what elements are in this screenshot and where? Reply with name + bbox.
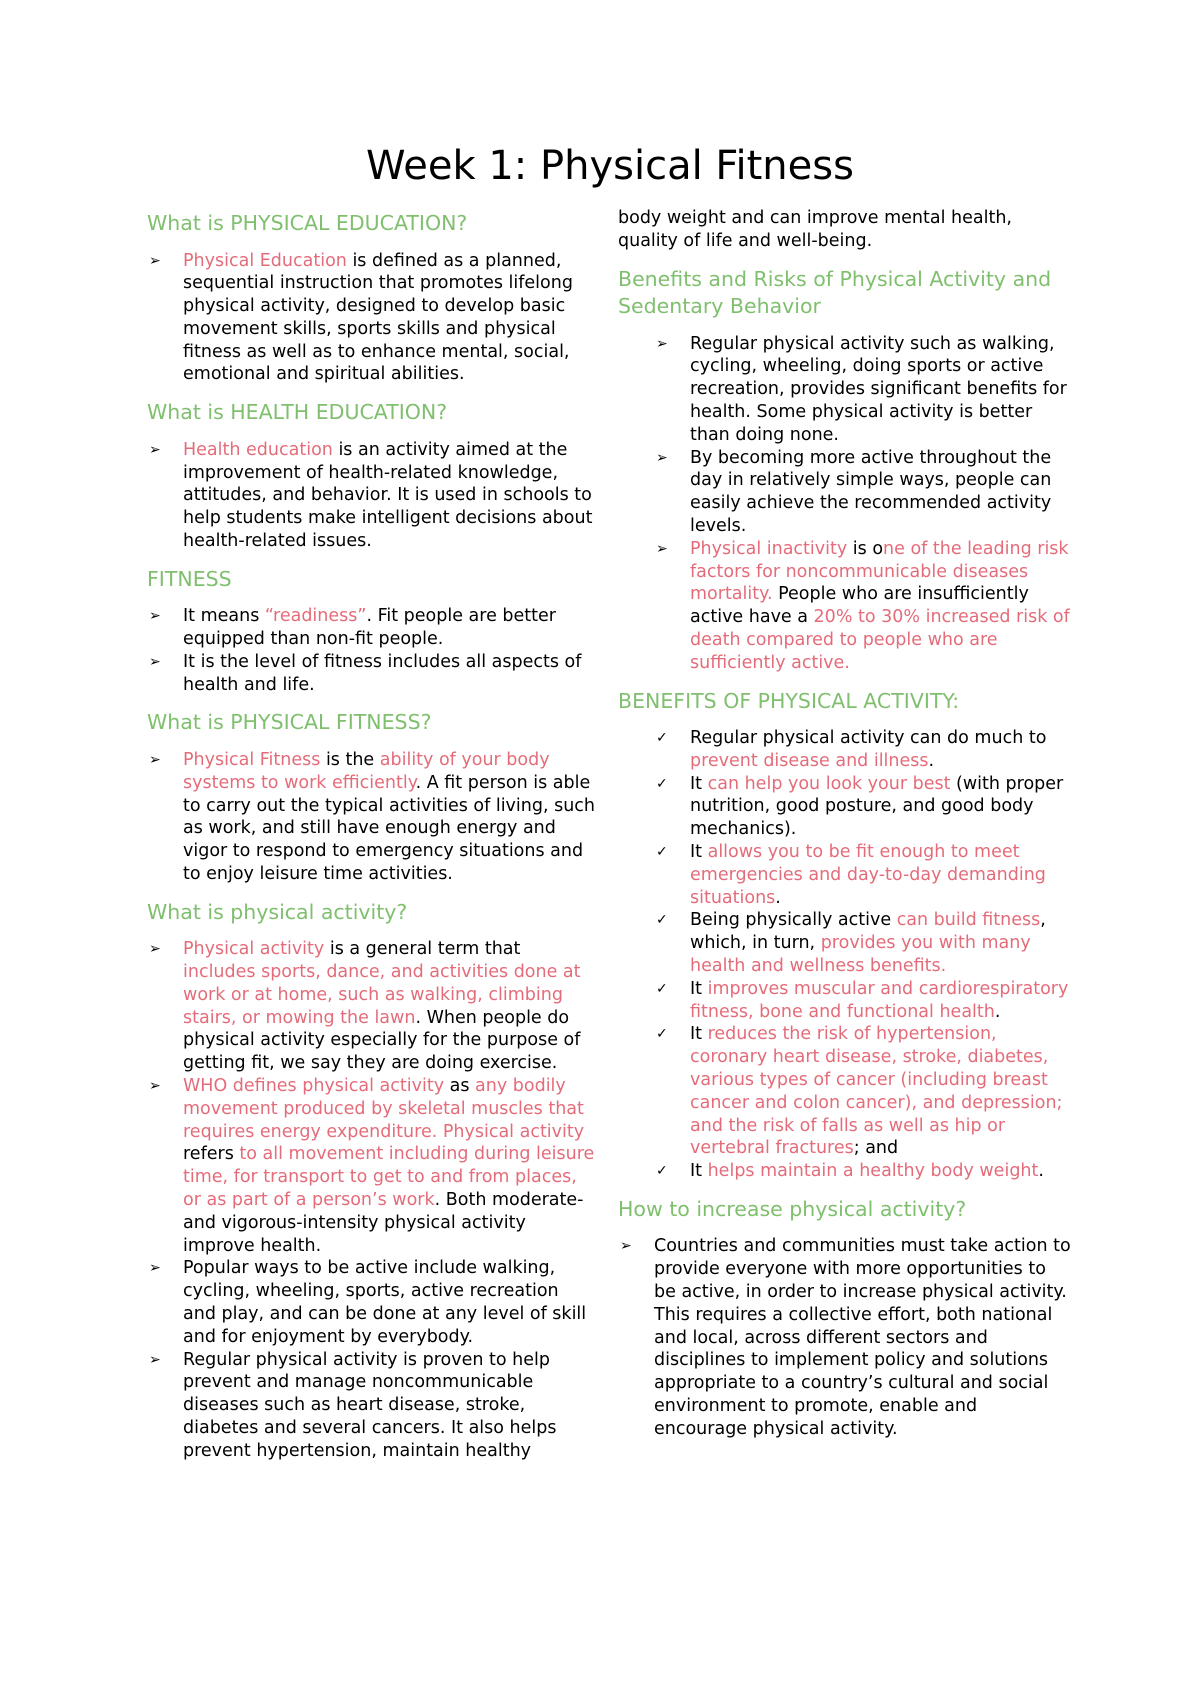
- paragraph-text: [690, 979, 1068, 1022]
- list-physical-fitness: [147, 749, 597, 886]
- list-item: [618, 1023, 1073, 1160]
- list-item: [618, 909, 1073, 977]
- list-item: [147, 938, 597, 1075]
- body-text: Regular physical activity is proven to help prevent and manage noncommunicable diseases such as heart disease, stroke, diabetes and several cancers. It also helps prevent hypertension, maintain healthy: [183, 1349, 557, 1461]
- body-text: Being physically active: [690, 910, 897, 931]
- list-item: [618, 538, 1073, 675]
- highlighted-text: WHO defines physical activity: [183, 1076, 445, 1097]
- list-increase-activity: [618, 1235, 1073, 1440]
- body-text: is o: [847, 538, 884, 559]
- body-text: is defined as a planned, sequential instruction that promotes lifelong physical activity, designed to develop basic movement skills, sports skills and physical fitness as well as to enhance mental, social, emotional and spiritual abilities.: [183, 250, 573, 385]
- body-text: is a general term that: [324, 939, 521, 960]
- highlighted-text: Physical activity: [183, 939, 325, 960]
- heading-benefits: BENEFITS OF PHYSICAL ACTIVITY:: [618, 688, 960, 713]
- body-text: refers: [183, 1144, 240, 1165]
- paragraph-text: [183, 251, 573, 385]
- body-text: Countries and communities must take action to provide everyone with more opportunities to be active, in order to increase physical activity. This requires a collective effort, both national and local, across different sectors and disciplines to implement policy and solutions appropriate to a country’s cultural and social environment to promote, enable and encourage physical activity.: [654, 1236, 1071, 1439]
- highlighted-text: allows you to be fit enough to meet emergencies and day-to-day demanding situations: [690, 842, 1046, 908]
- arrow-bullet-icon: ➢: [656, 449, 668, 466]
- heading-benefits-risks: Benefits and Risks of Physical Activity and Sedentary Behavior: [618, 266, 1052, 319]
- highlighted-text: ne of the leading risk factors for noncommunicable diseases mortality.: [690, 538, 1069, 605]
- left-column: [147, 210, 597, 1463]
- list-benefits-risks: [618, 333, 1073, 675]
- body-text: . When people do physical activity especially for the purpose of getting fit, we say they are doing exercise.: [183, 1007, 581, 1074]
- highlighted-text: Physical inactivity: [690, 538, 848, 559]
- arrow-bullet-icon: ➢: [149, 441, 161, 458]
- heading-fitness: FITNESS: [147, 566, 232, 591]
- paragraph-text: [183, 1350, 556, 1461]
- paragraph-text: [654, 1236, 1071, 1438]
- body-text: Popular ways to be active include walking, cycling, wheeling, sports, active recreation and play, and can be done at any level of skill and for enjoyment by everybody.: [183, 1258, 587, 1347]
- paragraph-text: [183, 750, 595, 884]
- paragraph-text: [690, 1024, 1062, 1158]
- body-text: People who are insufficiently active have a: [690, 584, 1029, 628]
- paragraph-text: [690, 539, 1070, 673]
- body-text: ; and: [853, 1138, 899, 1159]
- body-text: Regular physical activity such as walking, cycling, wheeling, doing sports or active recreation, provides significant benefits for health. Some physical activity is better than doing none.: [690, 333, 1067, 445]
- check-bullet-icon: ✓: [656, 980, 668, 997]
- check-bullet-icon: ✓: [656, 912, 668, 929]
- paragraph-text: [183, 1258, 586, 1346]
- arrow-bullet-icon: ➢: [149, 941, 161, 958]
- arrow-bullet-icon: ➢: [149, 608, 161, 625]
- body-text: It is the level of fitness includes all aspects of health and life.: [183, 651, 582, 695]
- list-item: [618, 1235, 1073, 1440]
- body-text: It: [690, 1161, 708, 1182]
- arrow-bullet-icon: ➢: [149, 1351, 161, 1368]
- list-item: [147, 439, 597, 553]
- paragraph-text: [690, 1161, 1044, 1181]
- highlighted-text: helps maintain a healthy body weight: [707, 1161, 1039, 1182]
- body-text: .: [994, 1001, 1001, 1022]
- body-text: It: [690, 773, 708, 794]
- arrow-bullet-icon: ➢: [656, 335, 668, 352]
- body-text: . Fit people are better equipped than non-fit people.: [183, 606, 556, 650]
- body-text: .: [775, 887, 781, 908]
- body-text: . A fit person is able to carry out the typical activities of living, such as work, and still have enough energy and vigor to respond to emergency situations and to enjoy leisure time activities.: [183, 772, 596, 884]
- continuation-text: body weight and can improve mental health, quality of life and well-being.: [618, 208, 1012, 251]
- body-text: .: [1038, 1161, 1044, 1182]
- paragraph-text: [690, 910, 1046, 976]
- highlighted-text: 20% to 30% increased risk of death compared to people who are sufficiently active.: [690, 607, 1070, 673]
- check-bullet-icon: ✓: [656, 1026, 668, 1043]
- list-item: [147, 1257, 597, 1348]
- arrow-bullet-icon: ➢: [656, 540, 668, 557]
- heading-physical-activity: What is physical activity?: [147, 899, 408, 924]
- arrow-bullet-icon: ➢: [149, 751, 161, 768]
- heading-health-education: What is HEALTH EDUCATION?: [147, 400, 448, 425]
- heading-physical-fitness: What is PHYSICAL FITNESS?: [147, 710, 432, 735]
- list-item: [147, 1349, 597, 1463]
- body-text: It: [690, 978, 708, 999]
- body-text: .: [928, 750, 935, 771]
- body-text: , which, in turn,: [690, 910, 1046, 954]
- highlighted-text: provides you with many health and wellness benefits.: [690, 933, 1031, 977]
- highlighted-text: to all movement including during leisure time, for transport to get to and from places, or as part of a person’s work: [183, 1144, 595, 1210]
- body-text: is the: [320, 749, 380, 770]
- body-text: It: [690, 1024, 708, 1045]
- highlighted-text: improves muscular and cardiorespiratory fitness, bone and functional health: [690, 978, 1069, 1022]
- right-column: [618, 207, 1073, 1441]
- highlighted-text: reduces the risk of hypertension, coronary heart disease, stroke, diabetes, various types of cancer (including breast cancer and colon cancer), and depression; and the risk of falls as well as hip or vertebral fractures: [690, 1024, 1063, 1159]
- check-bullet-icon: ✓: [656, 1163, 668, 1180]
- check-bullet-icon: ✓: [656, 730, 668, 747]
- list-benefits: [618, 727, 1073, 1183]
- arrow-bullet-icon: ➢: [149, 653, 161, 670]
- highlighted-text: any bodily movement produced by skeletal muscles that requires energy expenditure. Physical activity: [183, 1076, 585, 1142]
- page-title: Week 1: Physical Fitness: [366, 143, 854, 189]
- highlighted-text: Physical Fitness: [183, 749, 321, 770]
- list-physical-education: [147, 250, 597, 387]
- arrow-bullet-icon: ➢: [620, 1238, 632, 1255]
- paragraph-text: [690, 334, 1067, 445]
- highlighted-text: Health education: [183, 439, 333, 460]
- highlighted-text: “readiness”: [264, 606, 367, 627]
- highlighted-text: can help you look your best: [707, 773, 951, 794]
- heading-physical-education: What is PHYSICAL EDUCATION?: [147, 211, 468, 235]
- list-item: [618, 1160, 1073, 1183]
- highlighted-text: prevent disease and illness: [690, 750, 929, 771]
- arrow-bullet-icon: ➢: [149, 1078, 161, 1095]
- highlighted-text: can build fitness: [896, 910, 1041, 931]
- list-item: [618, 841, 1073, 909]
- list-health-education: [147, 439, 597, 553]
- paragraph-text: [183, 1076, 594, 1256]
- body-text: as: [444, 1076, 476, 1097]
- paragraph-text: [690, 774, 1063, 840]
- list-physical-activity: [147, 938, 597, 1462]
- list-item: [618, 333, 1073, 447]
- body-text: It: [690, 842, 708, 863]
- list-item: [618, 727, 1073, 773]
- highlighted-text: ability of your body systems to work efficiently: [183, 749, 550, 793]
- list-item: [618, 978, 1073, 1024]
- paragraph-text: [690, 728, 1046, 771]
- body-text: is an activity aimed at the improvement of health-related knowledge, attitudes, and behavior. It is used in schools to help students make intelligent decisions about health-related issues.: [183, 439, 593, 551]
- paragraph-text: [183, 939, 581, 1073]
- arrow-bullet-icon: ➢: [149, 1260, 161, 1277]
- paragraph-text: [690, 842, 1046, 908]
- check-bullet-icon: ✓: [656, 844, 668, 861]
- body-text: It means: [183, 606, 265, 627]
- list-fitness: [147, 605, 597, 696]
- list-item: [147, 651, 597, 697]
- list-item: [147, 1075, 597, 1257]
- paragraph-text: [183, 440, 592, 551]
- list-item: [618, 773, 1073, 841]
- highlighted-text: Physical Education: [183, 250, 347, 271]
- paragraph-text: [690, 448, 1051, 536]
- highlighted-text: includes sports, dance, and activities done at work or at home, such as walking, climbing stairs, or mowing the lawn: [183, 962, 581, 1028]
- paragraph-text: [183, 652, 581, 695]
- body-text: Regular physical activity can do much to: [690, 728, 1047, 749]
- list-item: [618, 447, 1073, 538]
- list-item: [147, 749, 597, 886]
- body-text: (with proper nutrition, good posture, and good body mechanics).: [690, 773, 1064, 840]
- paragraph-text: [183, 606, 556, 649]
- list-item: [147, 605, 597, 651]
- body-text: By becoming more active throughout the day in relatively simple ways, people can easily achieve the recommended activity levels.: [690, 447, 1052, 536]
- check-bullet-icon: ✓: [656, 775, 668, 792]
- arrow-bullet-icon: ➢: [149, 252, 161, 269]
- body-text: . Both moderate- and vigorous-intensity physical activity improve health.: [183, 1190, 584, 1256]
- heading-increase-activity: How to increase physical activity?: [618, 1196, 967, 1221]
- list-item: [147, 250, 597, 387]
